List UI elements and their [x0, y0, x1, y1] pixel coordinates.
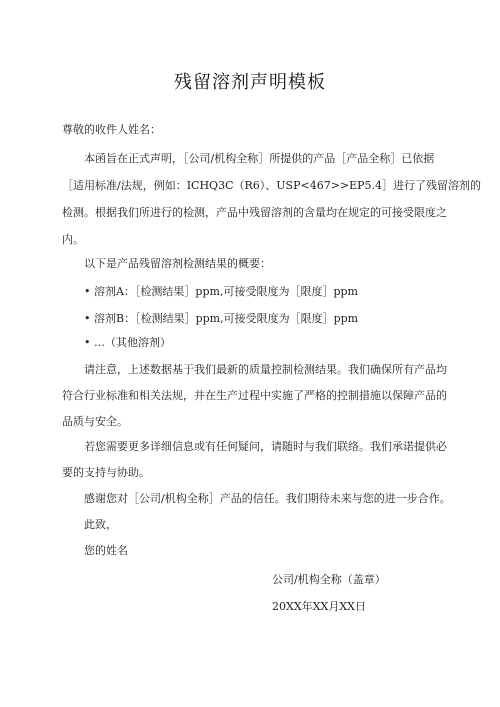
result-item: • 溶剂B：［检测结果］ppm,可接受限度为［限度］ppm	[84, 312, 359, 325]
signer-name: 您的姓名	[84, 544, 128, 557]
document-title: 残留溶剂声明模板	[174, 72, 326, 93]
summary-intro: 以下是产品残留溶剂检测结果的概要：	[84, 257, 271, 270]
para2-line3: 品质与安全。	[62, 415, 128, 428]
thanks-line: 感谢您对［公司/机构全称］产品的信任。我们期待未来与您的进一步合作。	[84, 492, 451, 505]
para2-line1: 请注意，上述数据基于我们最新的质量控制检测结果。我们确保所有产品均	[84, 363, 447, 376]
para2-line2: 符合行业标准和相关法规，并在生产过程中实施了严格的控制措施以保障产品的	[62, 389, 447, 402]
company-seal: 公司/机构全称（盖章）	[272, 573, 386, 586]
para3-line1: 若您需要更多详细信息或有任何疑问，请随时与我们联络。我们承诺提供必	[84, 440, 447, 453]
para1-line2: ［适用标准/法规，例如：ICHQ3C（R6）、USP<467>>EP5.4］进行了残留溶剂的	[62, 179, 482, 192]
para1-line1: 本函旨在正式声明，［公司/机构全称］所提供的产品［产品全称］已依据	[84, 152, 435, 165]
para1-line4: 内。	[62, 233, 84, 246]
closing: 此致，	[84, 518, 117, 531]
result-item: • 溶剂A：［检测结果］ppm,可接受限度为［限度］ppm	[84, 285, 358, 298]
result-item: • …（其他溶剂）	[84, 336, 171, 349]
salutation: 尊敬的收件人姓名：	[62, 123, 161, 136]
date: 20XX年XX月XX日	[272, 600, 366, 613]
para1-line3: 检测。根据我们所进行的检测，产品中残留溶剂的含量均在规定的可接受限度之	[62, 206, 447, 219]
para3-line2: 要的支持与协助。	[62, 466, 150, 479]
